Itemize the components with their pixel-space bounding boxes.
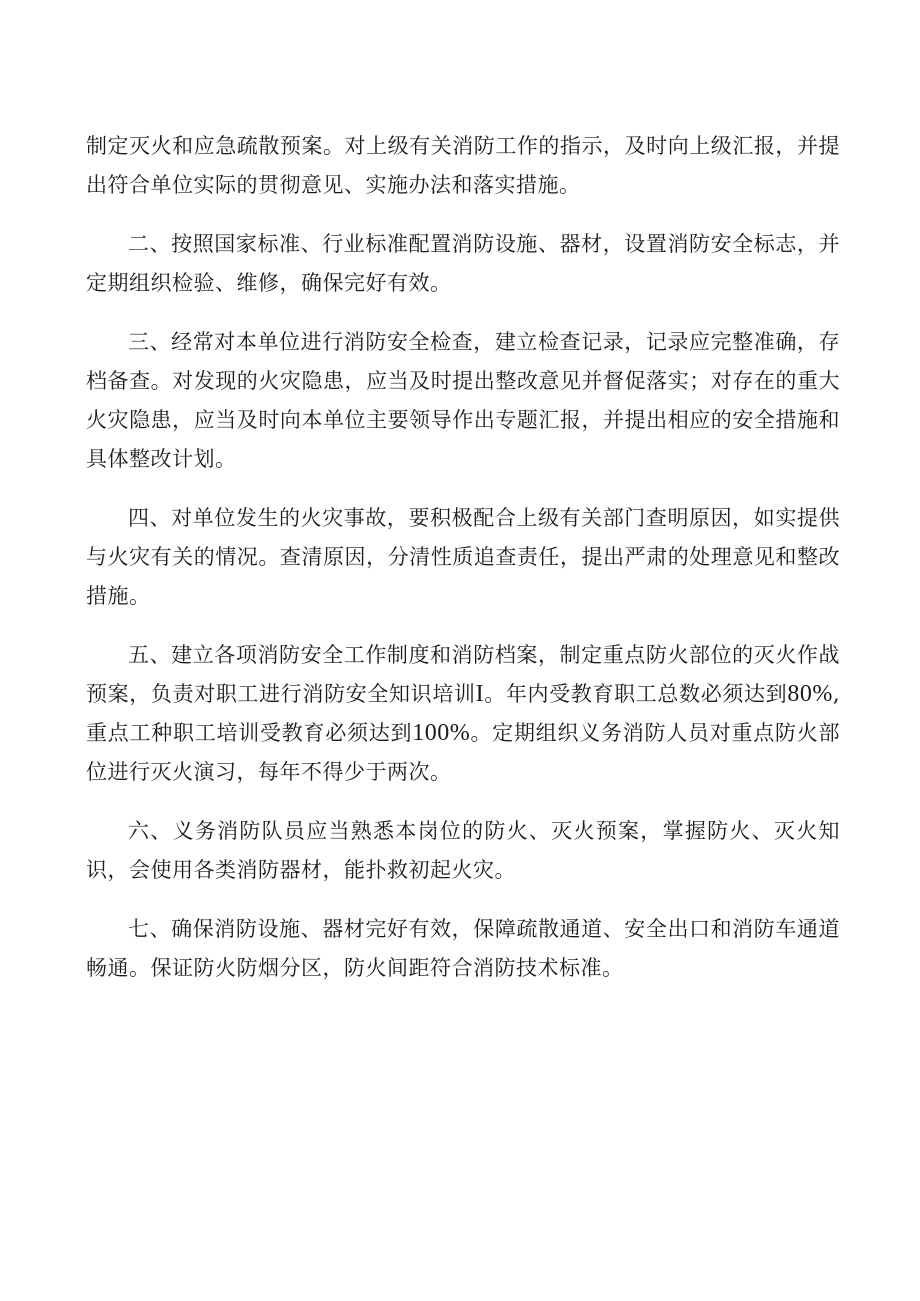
paragraph-item-7: 七、确保消防设施、器材完好有效，保障疏散通道、安全出口和消防车通道畅通。保证防火防烟分区，防火间距符合消防技术标准。 (86, 917, 840, 980)
paragraph-item-4: 四、对单位发生的火灾事故，要积极配合上级有关部门查明原因，如实提供与火灾有关的情况。查清原因，分清性质追查责任，提出严肃的处理意见和整改措施。 (86, 506, 840, 608)
paragraph-item-5-text-b: 。年内受教育职工总数必须达到 (484, 682, 788, 706)
paragraph-continuation: 制定灭火和应急疏散预案。对上级有关消防工作的指示，及时向上级汇报，并提出符合单位实际的贯彻意见、实施办法和落实措施。 (86, 134, 840, 197)
paragraph-item-5 (86, 636, 840, 792)
paragraph-item-2: 二、按照国家标准、行业标准配置消防设施、器材，设置消防安全标志，并定期组织检验、维修，确保完好有效。 (86, 232, 840, 295)
paragraph-item-5-percent-100: 100% (412, 720, 471, 746)
paragraph-item-5-text-d: 。定期组织义务消防人员对重点防火部位进行灭火演习，每年不得少于两次。 (86, 721, 840, 784)
paragraph-item-5-text-a: 五、建立各项消防安全工作制度和消防档案，制定重点防火部位的灭火作战预案，负责对职工进行消防安全知识培训 (86, 643, 840, 706)
paragraph-item-5-text-c: ,重点工种职工培训受教育必须达到 (86, 682, 840, 745)
document-page (86, 127, 840, 1008)
paragraph-item-5-percent-80: 80% (787, 681, 833, 707)
paragraph-item-5-glyph: I (475, 681, 485, 707)
paragraph-item-3: 三、经常对本单位进行消防安全检查，建立检查记录，记录应完整准确，存档备查。对发现的火灾隐患，应当及时提出整改意见并督促落实；对存在的重大火灾隐患，应当及时向本单位主要领导作出专题汇报，并提出相应的安全措施和具体整改计划。 (86, 330, 840, 471)
paragraph-item-6: 六、义务消防队员应当熟悉本岗位的防火、灭火预案，掌握防火、灭火知识，会使用各类消防器材，能扑救初起火灾。 (86, 819, 840, 882)
